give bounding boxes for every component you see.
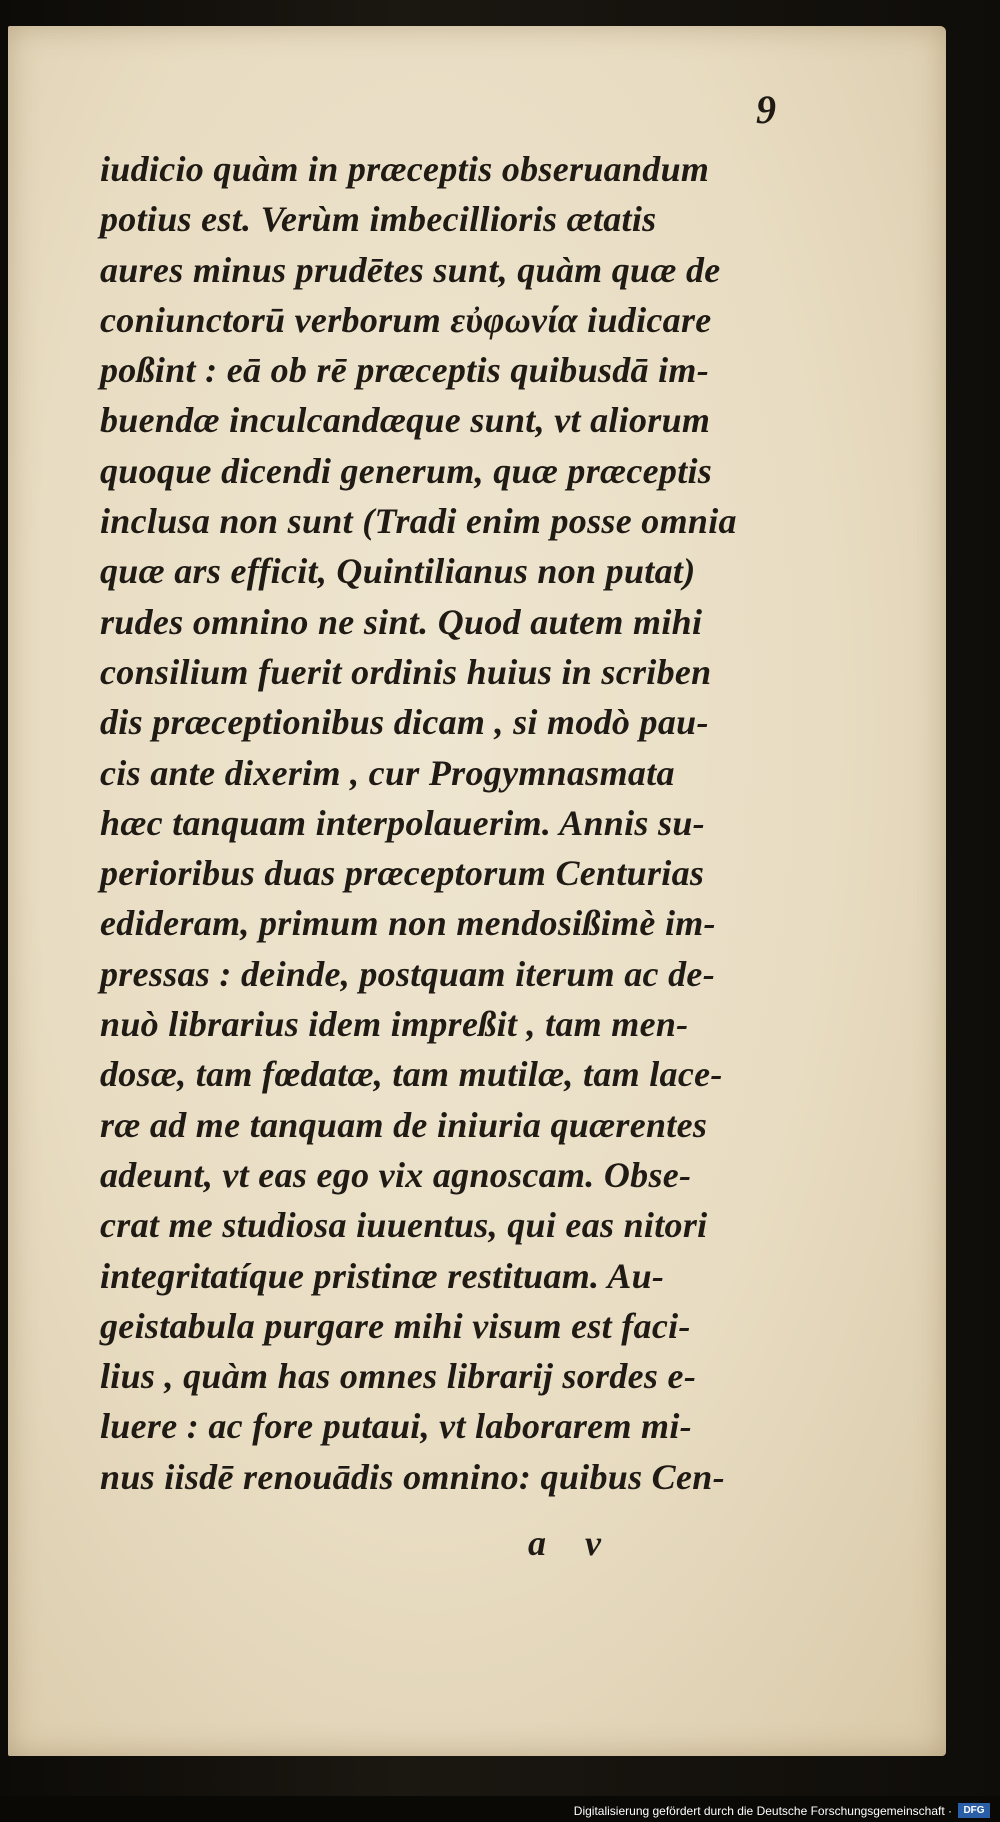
text-line: lius , quàm has omnes librarij sordes e- <box>100 1356 697 1397</box>
text-line: rudes omnino ne sint. Quod autem mihi <box>100 601 703 642</box>
text-block <box>100 144 790 1502</box>
text-line: perioribus duas præceptorum Centurias <box>100 853 705 894</box>
text-line: nus iisdē renouādis omnino: quibus Cen- <box>100 1456 725 1497</box>
text-line: potius est. Verùm imbecillioris ætatis <box>100 199 657 240</box>
text-line: adeunt, vt eas ego vix agnoscam. Obse- <box>100 1154 692 1195</box>
text-line: dosæ, tam fœdatæ, tam mutilæ, tam lace- <box>100 1054 723 1095</box>
text-line: quoque dicendi generum, quæ præceptis <box>100 450 713 491</box>
text-line: pressas : deinde, postquam iterum ac de- <box>100 953 715 994</box>
text-line: coniunctorū verborum εὐφωνία iudicare <box>100 299 712 340</box>
footer-bar <box>0 1796 1000 1822</box>
page-number: 9 <box>756 87 776 132</box>
text-line: geistabula purgare mihi visum est faci- <box>100 1305 691 1346</box>
text-line: luere : ac fore putaui, vt laborarem mi- <box>100 1406 692 1447</box>
text-line: buendæ inculcandæque sunt, vt aliorum <box>100 400 711 441</box>
text-line: poßint : eā ob rē præceptis quibusdā im- <box>100 350 710 391</box>
catchword: a v <box>528 1523 601 1563</box>
text-line: integritatíque pristinæ restituam. Au- <box>100 1255 665 1296</box>
text-line: edideram, primum non mendosißimè im- <box>100 903 716 944</box>
text-line: iudicio quàm in præceptis obseruandum <box>100 149 710 189</box>
text-line: dis præceptionibus dicam , si modò pau- <box>100 702 709 743</box>
text-line: crat me studiosa iuuentus, qui eas nitori <box>100 1205 708 1246</box>
text-line: hæc tanquam interpolauerim. Annis su- <box>100 802 705 843</box>
text-line: ræ ad me tanquam de iniuria quærentes <box>100 1104 708 1145</box>
text-line: aures minus prudētes sunt, quàm quæ de <box>100 249 721 290</box>
dfg-logo-icon: DFG <box>958 1803 990 1818</box>
text-line: nuò librarius idem impreßit , tam men- <box>100 1004 689 1045</box>
book-page <box>8 26 946 1756</box>
text-line: cis ante dixerim , cur Progymnasmata <box>100 752 675 793</box>
text-line: consilium fuerit ordinis huius in scriben <box>100 651 712 692</box>
text-line: quæ ars efficit, Quintilianus non putat) <box>100 551 696 592</box>
funding-credit: Digitalisierung gefördert durch die Deutsche Forschungsgemeinschaft · <box>573 1804 952 1818</box>
text-line: inclusa non sunt (Tradi enim posse omnia <box>100 501 737 542</box>
